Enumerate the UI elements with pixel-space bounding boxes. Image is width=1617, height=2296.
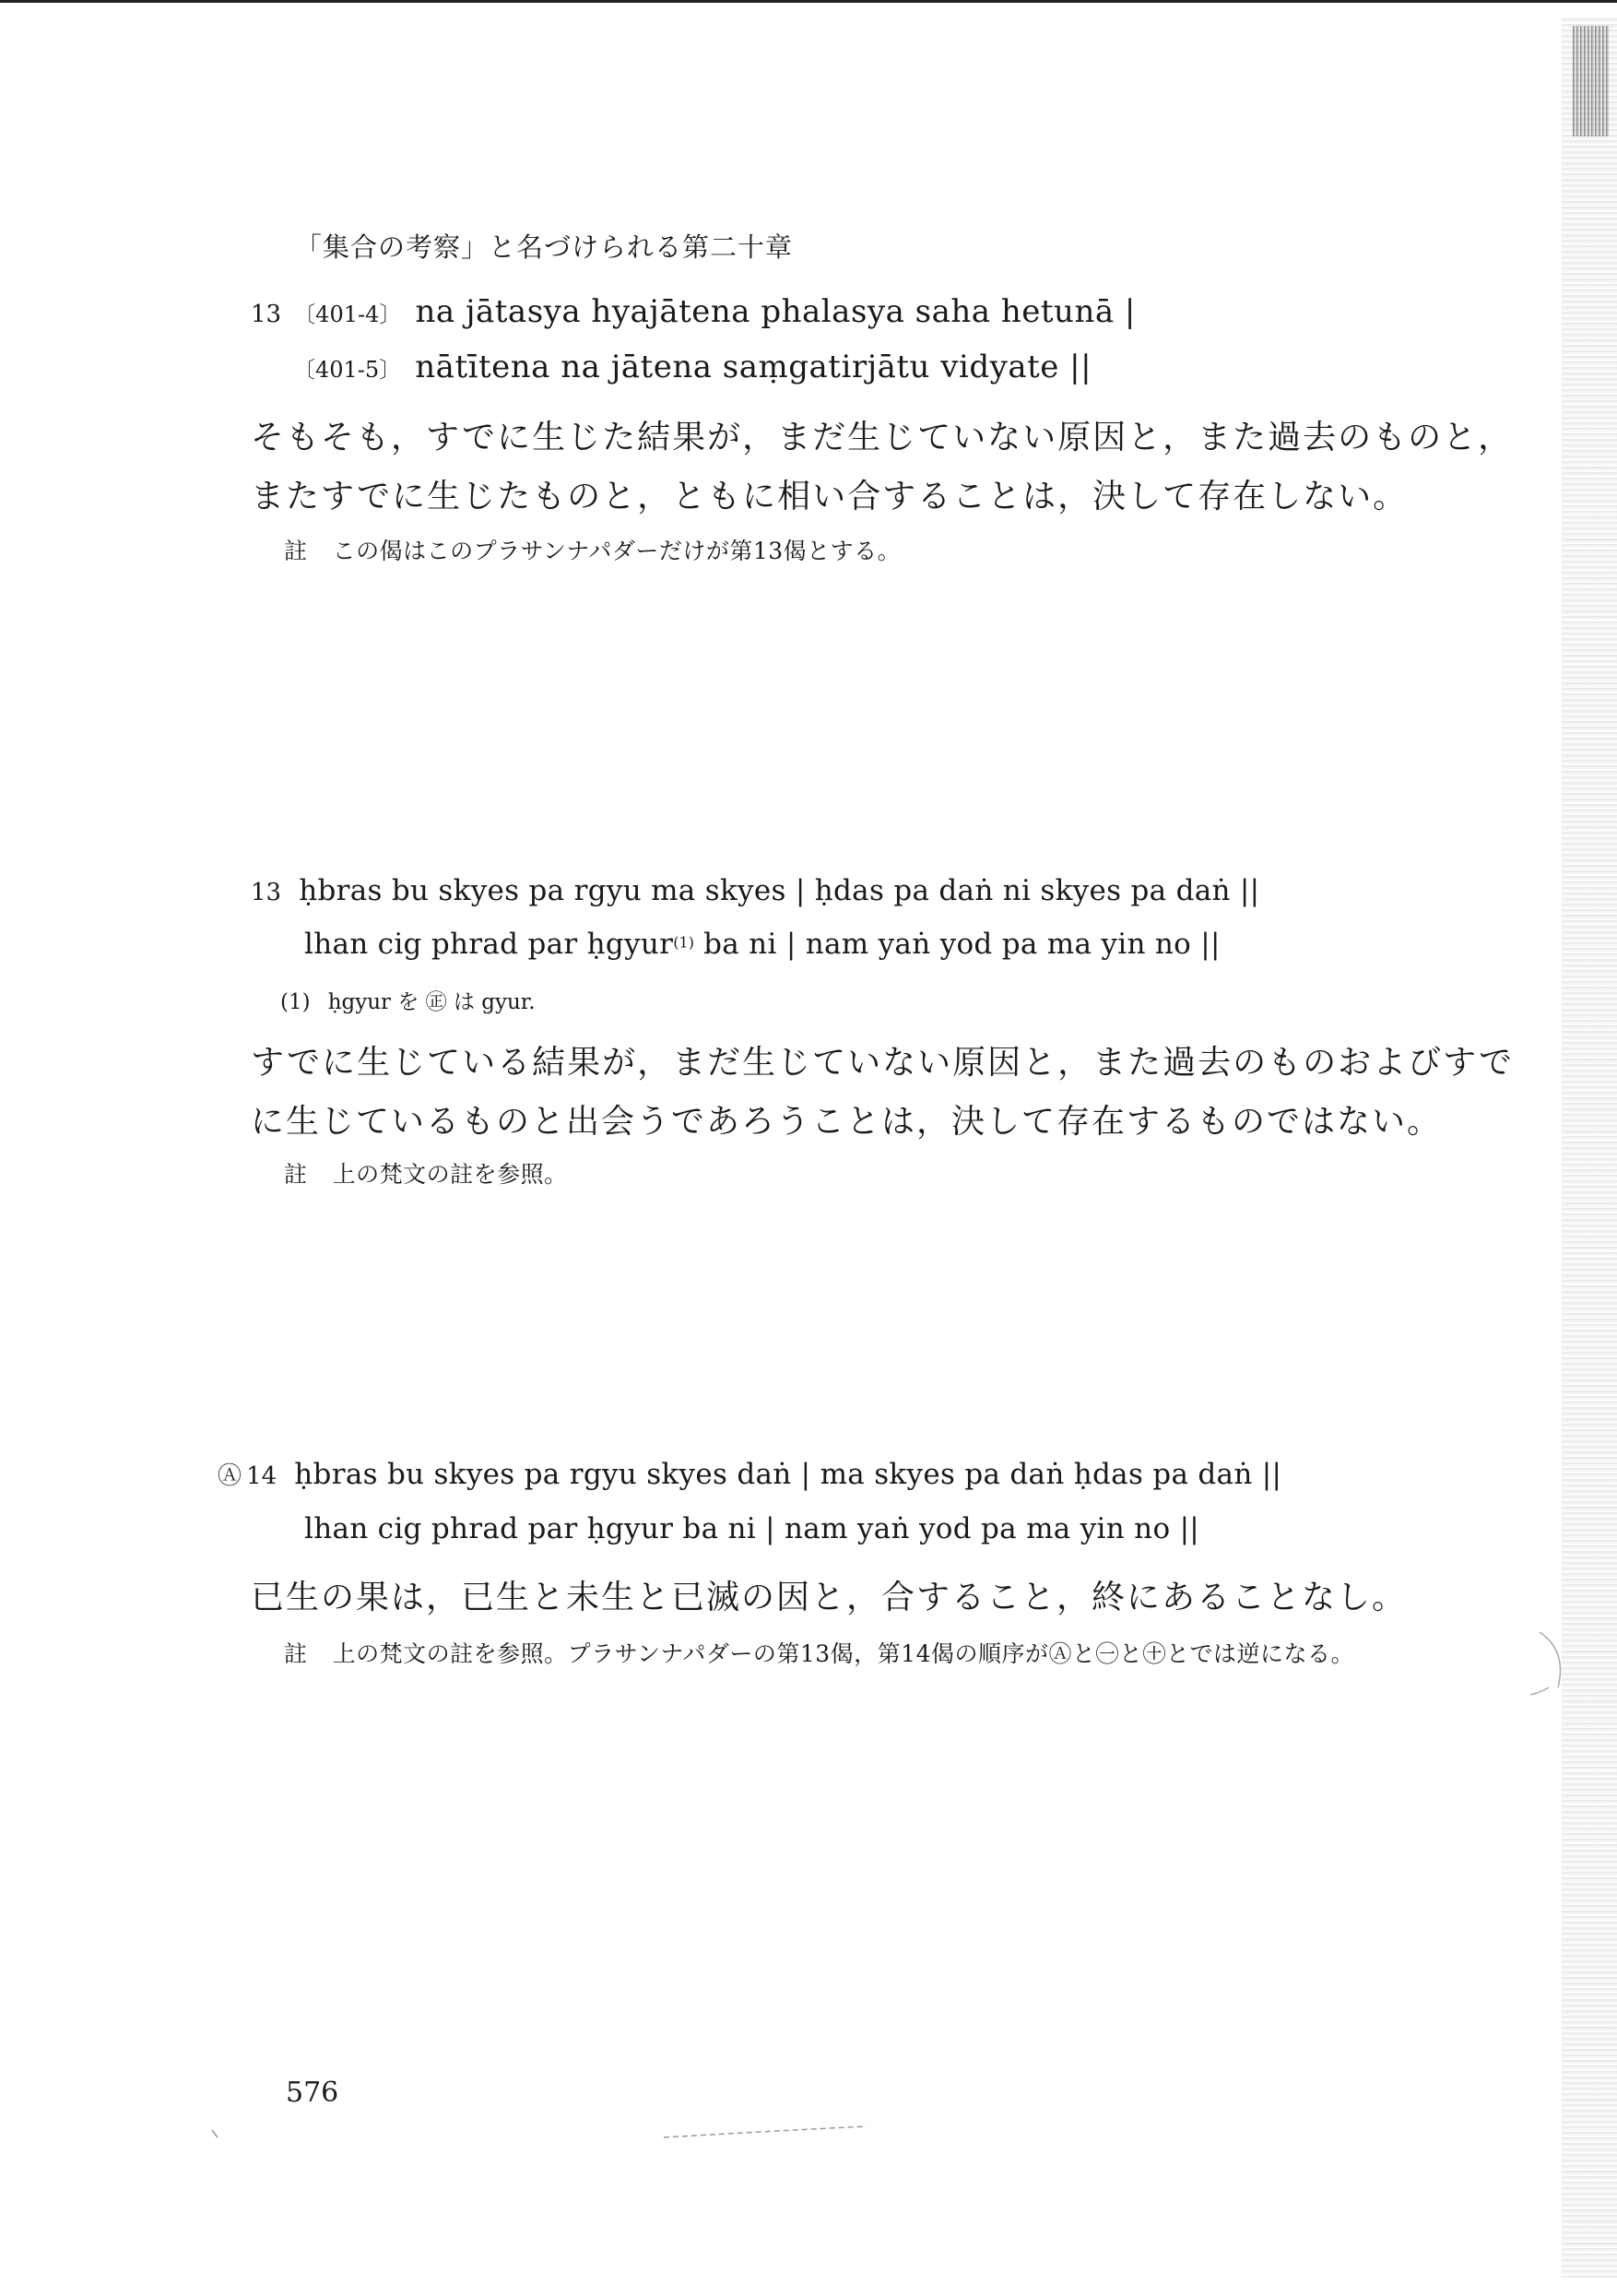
tibetan-13-translation-line-1: すでに生じている結果が，まだ生じていない原因と，また過去のものおよびすで [251,1044,1515,1082]
tibetan-text: ba ni | nam yaṅ yod pa ma yin no || [693,928,1221,961]
sanskrit-text: na jātasya hyajātena phalasya saha hetunā | [415,293,1136,330]
verse-reference: 〔401-5〕 [293,357,402,383]
sanskrit-text: nātītena na jātena saṃgatirjātu vidyate || [415,349,1092,385]
tibetan-text: ḥbras bu skyes pa rgyu ma skyes | ḥdas pa daṅ ni skyes pa daṅ || [299,874,1260,907]
chapter-heading: 「集合の考察」と名づけられる第二十章 [295,231,794,263]
verse-reference: 〔401-4〕 [293,302,402,327]
tibetan-13-translation-line-2: に生じているものと出会うであろうことは，決して存在するものではない。 [251,1103,1443,1141]
note-label: 註 [284,1161,308,1188]
verse-number: 13 [251,879,282,906]
tibetan-text: lhan cig phrad par ḥgyur [304,928,674,961]
footnote-text: ḥgyur を ㊣ は gyur. [327,990,536,1014]
note-label: 註 [284,538,308,564]
sanskrit-translation-line-2: またすでに生じたものと，ともに相い合することは，決して存在しない。 [251,478,1409,515]
note-text: この偈はこのプラサンナパダーだけが第13偈とする。 [332,538,902,564]
tibetan-14-translation: 已生の果は，已生と未生と已滅の因と，合すること，終にあることなし。 [251,1579,1408,1616]
tibetan-text: lhan cig phrad par ḥgyur ba ni | nam yaṅ yod pa ma yin no || [304,1512,1200,1545]
note-text: 上の梵文の註を参照。 [332,1161,568,1188]
note-text: 上の梵文の註を参照。プラサンナパダーの第13偈，第14偈の順序がⒶと㊀と㊉とでは逆になる。 [332,1640,1354,1667]
footnote-marker: (1) [673,933,694,952]
tibetan-text: ḥbras bu skyes pa rgyu skyes daṅ | ma skyes pa daṅ ḥdas pa daṅ || [294,1458,1282,1491]
sanskrit-translation-line-1: そもそも，すでに生じた結果が，まだ生じていない原因と，また過去のものと， [251,419,1514,456]
footnote-number: (1) [280,990,311,1014]
verse-number: 14 [246,1462,277,1490]
edition-marker: Ⓐ [218,1462,242,1490]
page-number: 576 [286,2077,339,2109]
note-label: 註 [284,1640,308,1667]
verse-number: 13 [251,301,282,328]
